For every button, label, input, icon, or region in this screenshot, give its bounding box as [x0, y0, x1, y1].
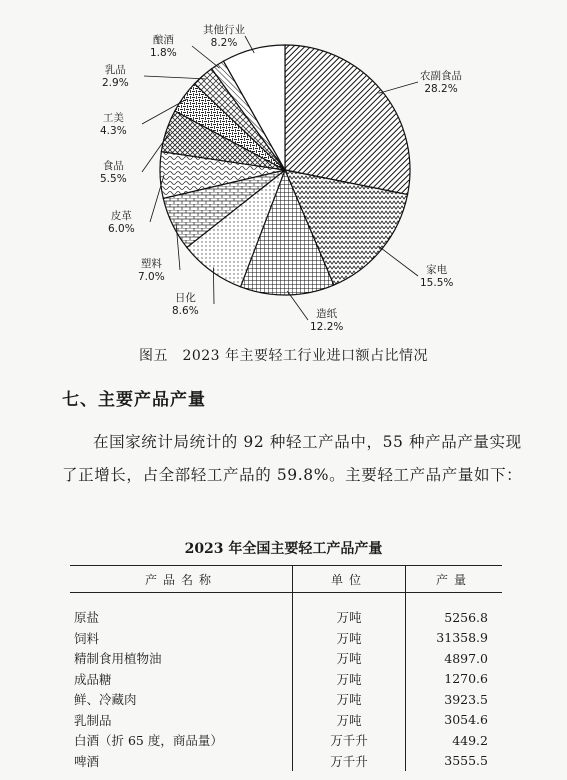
pie-label-name: 工美 — [102, 112, 124, 124]
table-spacer-row — [70, 593, 502, 608]
pie-label — [102, 64, 129, 90]
body-paragraph: 在国家统计局统计的 92 种轻工产品中，55 种产品产量实现了正增长，占全部轻工产品的 59.8%。主要轻工产品产量如下： — [62, 433, 523, 484]
pie-label-value: 15.5% — [420, 277, 454, 289]
table-row — [70, 689, 502, 710]
pie-label — [310, 308, 343, 334]
product-name: 精制食用植物油 — [74, 651, 162, 667]
header-product-name: 产品名称 — [70, 566, 293, 593]
table-row — [70, 628, 502, 649]
pie-label-value: 6.0% — [108, 223, 135, 235]
pie-label-name: 酿酒 — [152, 34, 174, 46]
product-name: 啤酒 — [74, 753, 100, 769]
pie-chart-svg — [0, 0, 567, 340]
pie-label-value: 8.6% — [172, 305, 199, 317]
product-unit: 万吨 — [293, 648, 406, 669]
pie-label — [203, 24, 245, 50]
table-row — [70, 730, 502, 751]
pie-leader-line — [150, 175, 164, 222]
header-output: 产量 — [406, 566, 503, 593]
product-output: 5256.8 — [444, 609, 488, 625]
table-row — [70, 648, 502, 669]
pie-label-name: 皮革 — [110, 210, 132, 222]
pie-label-name: 日化 — [174, 292, 196, 304]
pie-label — [150, 34, 177, 60]
product-name: 饲料 — [74, 630, 100, 646]
pie-label-name: 食品 — [102, 160, 124, 172]
pie-leader-line — [144, 76, 205, 79]
pie-leader-line — [379, 246, 418, 276]
product-unit: 万千升 — [293, 730, 406, 751]
product-unit: 万吨 — [293, 689, 406, 710]
table-title: 2023 年全国主要轻工产品产量 — [184, 541, 383, 557]
product-output: 4897.0 — [444, 650, 488, 666]
table-row — [70, 669, 502, 690]
product-output: 3054.6 — [444, 712, 488, 728]
pie-label-value: 5.5% — [100, 173, 127, 185]
pie-label-value: 7.0% — [138, 271, 165, 283]
product-unit: 万吨 — [293, 710, 406, 731]
header-unit: 单位 — [293, 566, 406, 593]
product-name: 白酒（折 65 度，商品量） — [74, 733, 223, 749]
figure-caption: 图五 2023 年主要轻工行业进口额占比情况 — [138, 348, 429, 364]
table-row — [70, 751, 502, 772]
pie-label — [108, 210, 135, 236]
pie-label-value: 1.8% — [150, 47, 177, 59]
pie-label — [420, 70, 462, 96]
product-name: 成品糖 — [74, 671, 112, 687]
product-output-table — [70, 565, 502, 771]
pie-slice — [285, 45, 410, 195]
pie-label-value: 12.2% — [310, 321, 344, 333]
product-name: 鲜、冷藏肉 — [74, 692, 137, 708]
product-output: 1270.6 — [444, 671, 488, 687]
pie-label-name: 其他行业 — [203, 24, 245, 36]
pie-label-name: 家电 — [426, 264, 448, 276]
table-row — [70, 710, 502, 731]
pie-label — [100, 160, 127, 186]
pie-label-name: 造纸 — [316, 308, 338, 320]
pie-chart — [0, 0, 567, 340]
pie-label-value: 8.2% — [210, 37, 238, 49]
pie-label — [138, 258, 165, 284]
table-row — [70, 607, 502, 628]
pie-label — [172, 292, 199, 318]
pie-leader-line — [287, 291, 308, 320]
pie-label-name: 农副食品 — [420, 70, 462, 82]
product-unit: 万吨 — [293, 669, 406, 690]
product-unit: 万千升 — [293, 751, 406, 772]
product-output: 449.2 — [452, 732, 488, 748]
pie-label-value: 2.9% — [102, 77, 129, 89]
product-unit: 万吨 — [293, 607, 406, 628]
product-output: 3923.5 — [444, 691, 488, 707]
product-unit: 万吨 — [293, 628, 406, 649]
pie-label — [100, 112, 127, 138]
pie-label-value: 4.3% — [100, 125, 127, 137]
table-header-row — [70, 566, 502, 593]
pie-label-value: 28.2% — [424, 83, 458, 95]
product-name: 原盐 — [74, 610, 100, 626]
pie-label-name: 塑料 — [140, 258, 162, 270]
pie-leader-line — [379, 82, 418, 93]
product-output: 31358.9 — [436, 630, 488, 646]
pie-label — [420, 264, 453, 290]
section-heading: 七、主要产品产量 — [62, 390, 206, 410]
product-name: 乳制品 — [74, 712, 112, 728]
product-output: 3555.5 — [444, 753, 488, 769]
pie-label-name: 乳品 — [104, 64, 126, 76]
